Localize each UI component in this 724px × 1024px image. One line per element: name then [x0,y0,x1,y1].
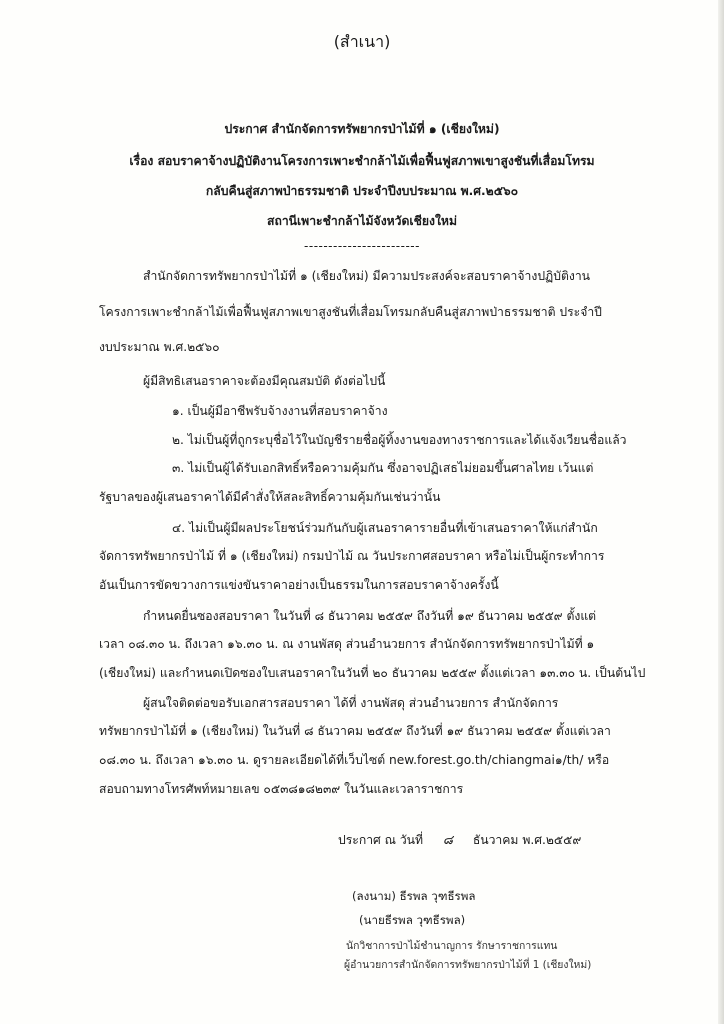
heading-separator: ------------------------ [304,239,420,253]
announcement-station: สถานีเพาะชำกล้าไม้จังหวัดเชียงใหม่ [267,214,457,228]
submission-paragraph-line1: กำหนดยื่นซองสอบราคา ในวันที่ ๘ ธันวาคม ๒๕๕๙ ถึงวันที่ ๑๙ ธันวาคม ๒๕๕๙ ตั้งแต่ [143,609,597,623]
announcement-title: ประกาศ สำนักจัดการทรัพยากรป่าไม้ที่ ๑ (เชียงใหม่) [224,122,500,136]
contact-paragraph-line1: ผู้สนใจติดต่อขอรับเอกสารสอบราคา ได้ที่ งานพัสดุ ส่วนอำนวยการ สำนักจัดการ [143,696,559,710]
date-prefix: ประกาศ ณ วันที่ [338,833,424,847]
signature-signed: (ลงนาม) ธีรพล วุฑธีรพล [352,889,476,903]
contact-paragraph-line2: ทรัพยากรป่าไม้ที่ ๑ (เชียงใหม่) ในวันที่ ๘ ธันวาคม ๒๕๕๙ ถึงวันที่ ๑๙ ธันวาคม ๒๕๕๙ ตั้งแต่เวลา [99,724,611,738]
qualification-item-4-line1: ๔. ไม่เป็นผู้มีผลประโยชน์ร่วมกันกับผู้เสนอราคารายอื่นที่เข้าเสนอราคาให้แก่สำนัก [172,521,598,535]
paragraph-intro-line1: สำนักจัดการทรัพยากรป่าไม้ที่ ๑ (เชียงใหม่) มีความประสงค์จะสอบราคาจ้างปฏิบัติงาน [143,269,591,283]
qualification-item-3-line1: ๓. ไม่เป็นผู้ได้รับเอกสิทธิ์หรือความคุ้มกัน ซึ่งอาจปฏิเสธไม่ยอมขึ้นศาลไทย เว้นแต่ [172,461,594,475]
paragraph-intro-line2: โครงการเพาะชำกล้าไม้เพื่อฟื้นฟูสภาพเขาสูงชันที่เสื่อมโทรมกลับคืนสู่สภาพป่าธรรมชาติ ประจำปี [99,305,602,319]
announcement-date [338,829,581,850]
submission-paragraph-line2: เวลา ๐๘.๓๐ น. ถึงเวลา ๑๖.๓๐ น. ณ งานพัสดุ ส่วนอำนวยการ สำนักจัดการทรัพยากรป่าไม้ที่ ๑ [99,637,595,651]
announcement-subject-line2: กลับคืนสู่สภาพป่าธรรมชาติ ประจำปีงบประมาณ พ.ศ.๒๕๖๐ [205,184,519,198]
contact-paragraph-line4: สอบถามทางโทรศัพท์หมายเลข ๐๕๓๘๑๘๒๓๙ ในวันและเวลาราชการ [99,782,464,796]
qualification-item-2: ๒. ไม่เป็นผู้ที่ถูกระบุชื่อไว้ในบัญชีรายชื่อผู้ทิ้งงานของทางราชการและได้แจ้งเวียนชื่อแล้ว [172,433,627,447]
paragraph-intro-line3: งบประมาณ พ.ศ.๒๕๖๐ [99,340,220,354]
date-month-year: ธันวาคม พ.ศ.๒๕๕๙ [472,833,582,847]
copy-mark: (สำเนา) [333,32,391,51]
signature-position-line2: ผู้อำนวยการสำนักจัดการทรัพยากรป่าไม้ที่ 1 (เชียงใหม่) [344,959,592,971]
announcement-subject-line1: เรื่อง สอบราคาจ้างปฏิบัติงานโครงการเพาะชำกล้าไม้เพื่อฟื้นฟูสภาพเขาสูงชันที่เสื่อมโทรม [129,154,595,168]
qualification-item-4-line2: จัดการทรัพยากรป่าไม้ ที่ ๑ (เชียงใหม่) กรมป่าไม้ ณ วันประกาศสอบราคา หรือไม่เป็นผู้กระทำการ [99,549,605,563]
signature-position-line1: นักวิชาการป่าไม้ชำนาญการ รักษาราชการแทน [346,940,558,952]
date-day-handwritten: ๘ [442,833,453,848]
qualification-item-1: ๑. เป็นผู้มีอาชีพรับจ้างงานที่สอบราคาจ้าง [172,404,388,418]
contact-paragraph-line3: ๐๘.๓๐ น. ถึงเวลา ๑๖.๓๐ น. ดูรายละเอียดได้ที่เว็บไซต์ new.forest.go.th/chiangmai๑/th/ หรือ [99,753,610,767]
qualification-item-3-line2: รัฐบาลของผู้เสนอราคาได้มีคำสั่งให้สละสิทธิ์ความคุ้มกันเช่นว่านั้น [99,490,441,504]
qualifications-intro: ผู้มีสิทธิเสนอราคาจะต้องมีคุณสมบัติ ดังต่อไปนี้ [143,374,386,388]
qualification-item-4-line3: อันเป็นการขัดขวางการแข่งขันราคาอย่างเป็นธรรมในการสอบราคาจ้างครั้งนี้ [99,578,499,592]
submission-paragraph-line3: (เชียงใหม่) และกำหนดเปิดซองใบเสนอราคาในวันที่ ๒๐ ธันวาคม ๒๕๕๙ ตั้งแต่เวลา ๑๓.๓๐ น. เป็นต้นไป [99,666,646,680]
signature-name: (นายธีรพล วุฑธีรพล) [359,913,466,927]
